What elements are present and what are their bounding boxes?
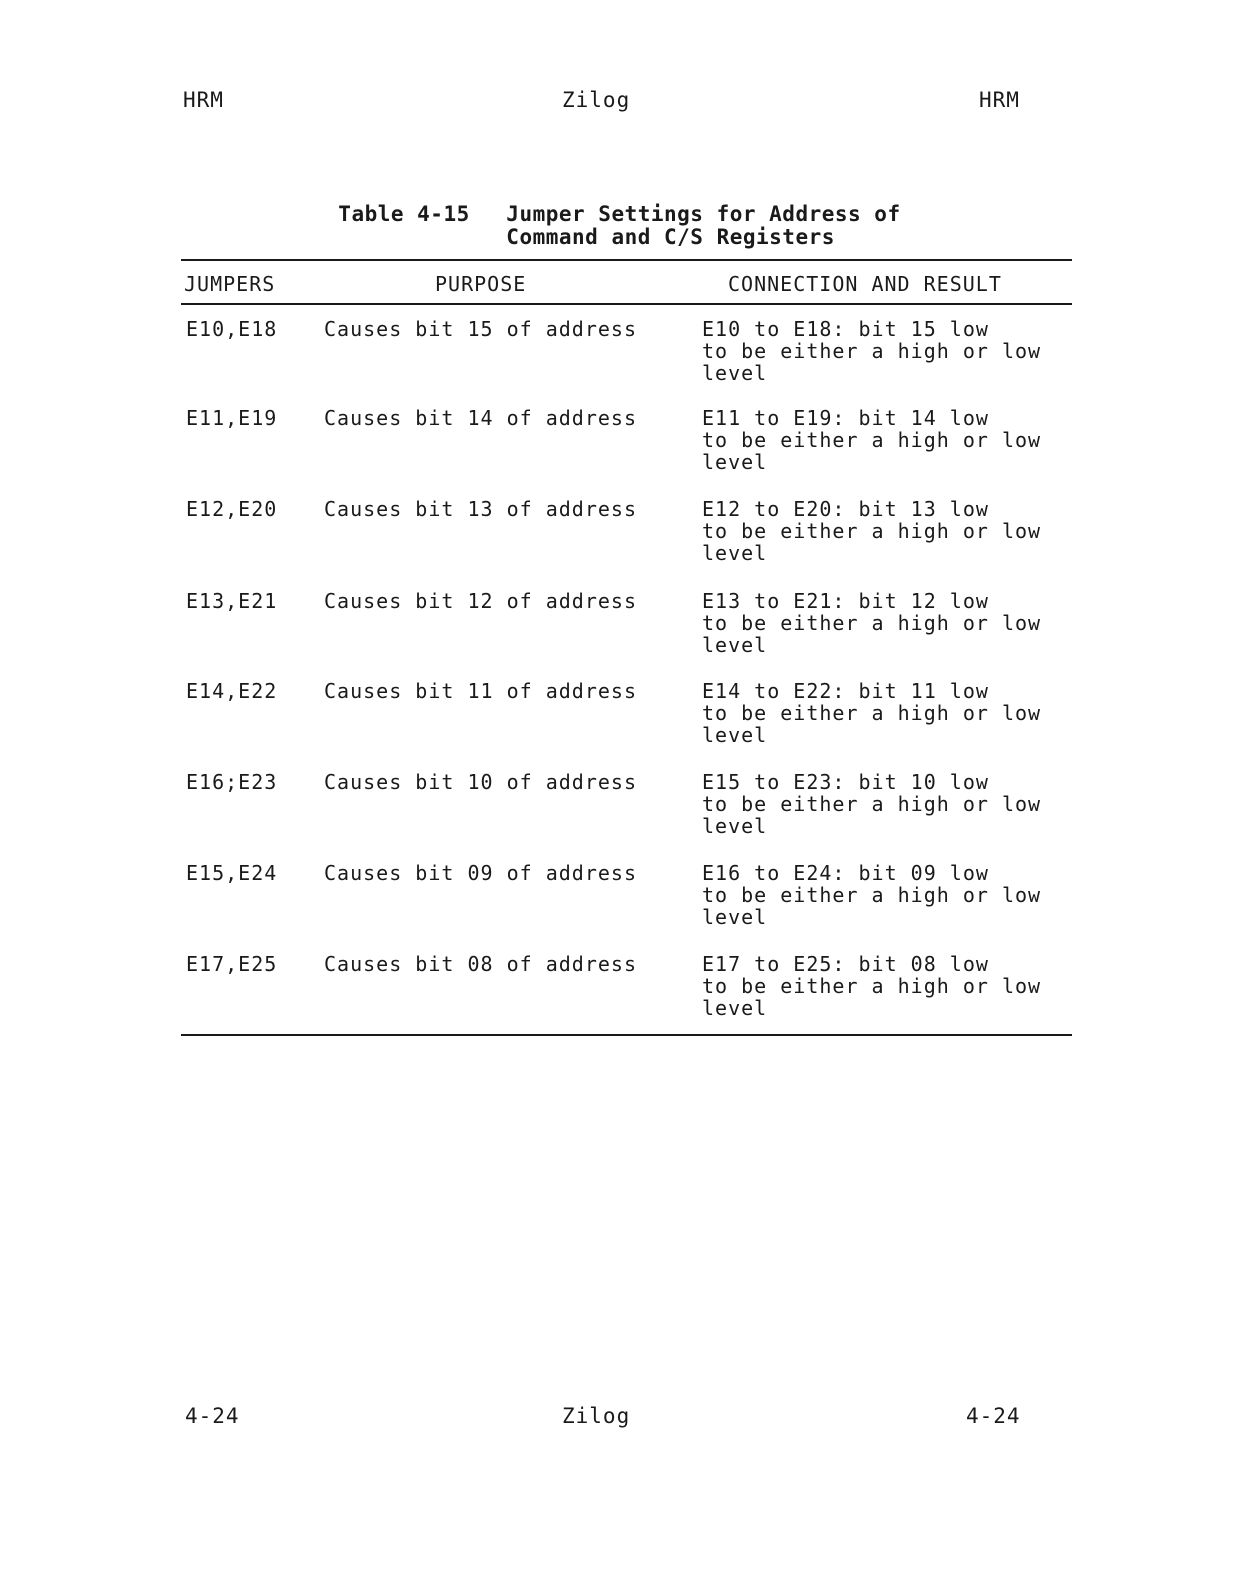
result-line: to be either a high or low <box>702 792 1042 816</box>
purpose-cell: Causes bit 08 of address <box>324 952 637 976</box>
table-title-line2: Command and C/S Registers <box>506 225 835 249</box>
result-line: to be either a high or low <box>702 339 1042 363</box>
table-row <box>0 318 1236 388</box>
result-cell <box>702 407 1041 473</box>
jumpers-cell: E14,E22 <box>186 679 278 703</box>
footer-right: 4-24 <box>966 1404 1021 1428</box>
table-row <box>0 407 1236 477</box>
table-header-rule <box>181 303 1072 305</box>
result-line: E10 to E18: bit 15 low <box>702 317 989 341</box>
result-cell <box>702 862 1041 928</box>
result-line: E13 to E21: bit 12 low <box>702 589 989 613</box>
footer-left: 4-24 <box>185 1404 240 1428</box>
result-line: to be either a high or low <box>702 701 1042 725</box>
purpose-cell: Causes bit 11 of address <box>324 679 637 703</box>
result-cell <box>702 771 1041 837</box>
purpose-cell: Causes bit 10 of address <box>324 770 637 794</box>
footer-center: Zilog <box>562 1404 631 1428</box>
jumpers-cell: E12,E20 <box>186 497 278 521</box>
result-line: to be either a high or low <box>702 611 1042 635</box>
jumpers-cell: E13,E21 <box>186 589 278 613</box>
table-row <box>0 771 1236 841</box>
result-line: to be either a high or low <box>702 519 1042 543</box>
result-line: level <box>702 723 768 747</box>
result-line: level <box>702 450 768 474</box>
result-cell <box>702 680 1041 746</box>
purpose-cell: Causes bit 13 of address <box>324 497 637 521</box>
purpose-cell: Causes bit 15 of address <box>324 317 637 341</box>
result-line: to be either a high or low <box>702 883 1042 907</box>
result-line: to be either a high or low <box>702 974 1042 998</box>
header-right: HRM <box>979 88 1020 112</box>
table-row <box>0 498 1236 568</box>
result-cell <box>702 498 1041 564</box>
result-line: E11 to E19: bit 14 low <box>702 406 989 430</box>
result-line: level <box>702 633 768 657</box>
result-cell <box>702 590 1041 656</box>
purpose-cell: Causes bit 09 of address <box>324 861 637 885</box>
column-header-connection: CONNECTION AND RESULT <box>728 272 1002 296</box>
result-line: E15 to E23: bit 10 low <box>702 770 989 794</box>
table-row <box>0 862 1236 932</box>
header-left: HRM <box>183 88 224 112</box>
table-caption <box>312 180 901 249</box>
purpose-cell: Causes bit 14 of address <box>324 406 637 430</box>
jumpers-cell: E16;E23 <box>186 770 278 794</box>
result-cell <box>702 318 1041 384</box>
table-row <box>0 680 1236 750</box>
result-line: level <box>702 996 768 1020</box>
column-header-jumpers: JUMPERS <box>184 272 276 296</box>
result-line: E16 to E24: bit 09 low <box>702 861 989 885</box>
result-line: E17 to E25: bit 08 low <box>702 952 989 976</box>
jumpers-cell: E10,E18 <box>186 317 278 341</box>
table-title <box>506 203 900 249</box>
table-number: Table 4-15 <box>338 202 470 226</box>
header-center: Zilog <box>562 88 631 112</box>
table-row <box>0 953 1236 1023</box>
jumpers-cell: E11,E19 <box>186 406 278 430</box>
result-cell <box>702 953 1041 1019</box>
table-row <box>0 590 1236 660</box>
table-title-line1: Jumper Settings for Address of <box>506 202 901 226</box>
jumpers-cell: E15,E24 <box>186 861 278 885</box>
result-line: E14 to E22: bit 11 low <box>702 679 989 703</box>
table-top-rule <box>181 259 1072 261</box>
result-line: to be either a high or low <box>702 428 1042 452</box>
purpose-cell: Causes bit 12 of address <box>324 589 637 613</box>
jumpers-cell: E17,E25 <box>186 952 278 976</box>
result-line: level <box>702 905 768 929</box>
result-line: level <box>702 814 768 838</box>
result-line: level <box>702 361 768 385</box>
column-header-purpose: PURPOSE <box>435 272 527 296</box>
table-bottom-rule <box>181 1034 1072 1036</box>
result-line: level <box>702 541 768 565</box>
result-line: E12 to E20: bit 13 low <box>702 497 989 521</box>
